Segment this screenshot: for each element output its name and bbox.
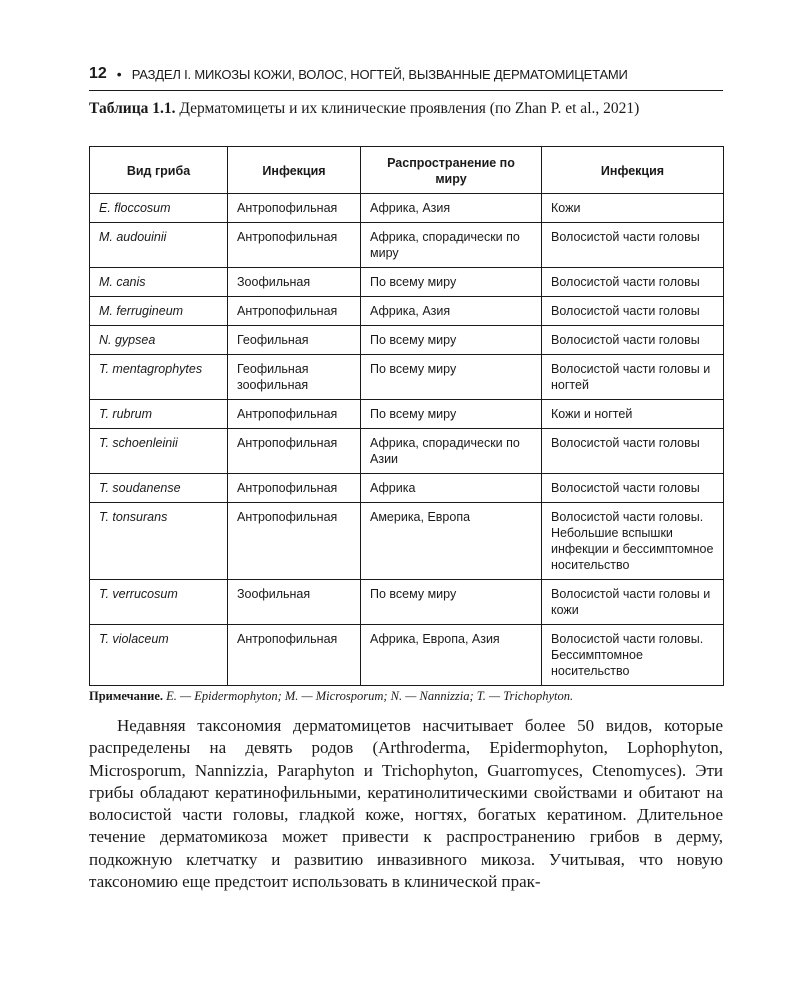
table-caption [89,99,723,119]
table-row [90,503,724,580]
distribution-cell: По всему миру [361,268,542,297]
table-note-label: Примечание. [89,689,164,703]
table-row [90,355,724,400]
infection-site-cell: Кожи и ногтей [542,400,724,429]
species-cell: M. ferrugineum [90,297,228,326]
infection-type-cell: Антропофильная [228,429,361,474]
table-header-row [90,147,724,194]
table-row [90,580,724,625]
infection-type-cell: Антропофильная [228,474,361,503]
species-cell: M. canis [90,268,228,297]
species-cell: T. schoenleinii [90,429,228,474]
distribution-cell: По всему миру [361,355,542,400]
species-cell: T. verrucosum [90,580,228,625]
infection-site-cell: Кожи [542,194,724,223]
species-cell: T. tonsurans [90,503,228,580]
infection-site-cell: Волосистой части головы [542,429,724,474]
infection-type-cell: Антропофильная [228,297,361,326]
infection-type-cell: Антропофильная [228,625,361,686]
header-bullet: • [116,66,122,82]
table-row [90,400,724,429]
species-cell: E. floccosum [90,194,228,223]
distribution-cell: Америка, Европа [361,503,542,580]
table-caption-label: Таблица 1.1. [89,100,176,117]
distribution-cell: Африка, спорадически по Азии [361,429,542,474]
column-header-infection-type: Инфекция [228,147,361,194]
infection-site-cell: Волосистой части головы [542,268,724,297]
infection-site-cell: Волосистой части головы. Бессимптомное носительство [542,625,724,686]
species-cell: N. gypsea [90,326,228,355]
column-header-distribution: Распространение по миру [361,147,542,194]
infection-site-cell: Волосистой части головы [542,326,724,355]
infection-site-cell: Волосистой части головы [542,297,724,326]
table-row [90,429,724,474]
running-header [89,62,723,86]
infection-type-cell: Зоофильная [228,268,361,297]
dermatophytes-table [89,146,724,686]
infection-site-cell: Волосистой части головы. Небольшие вспышки инфекции и бессимптомное носительство [542,503,724,580]
table-row [90,194,724,223]
infection-site-cell: Волосистой части головы [542,223,724,268]
table-note [89,689,723,704]
infection-type-cell: Геофильная зоофильная [228,355,361,400]
distribution-cell: Африка [361,474,542,503]
table-row [90,474,724,503]
section-title: РАЗДЕЛ I. МИКОЗЫ КОЖИ, ВОЛОС, НОГТЕЙ, ВЫЗВАННЫЕ ДЕРМАТОМИЦЕТАМИ [131,66,628,82]
infection-type-cell: Геофильная [228,326,361,355]
species-cell: M. audouinii [90,223,228,268]
header-rule [89,90,723,91]
infection-site-cell: Волосистой части головы и кожи [542,580,724,625]
distribution-cell: По всему миру [361,580,542,625]
species-cell: T. mentagrophytes [90,355,228,400]
distribution-cell: По всему миру [361,326,542,355]
species-cell: T. violaceum [90,625,228,686]
page-number: 12 [89,65,107,82]
distribution-cell: Африка, спорадически по миру [361,223,542,268]
distribution-cell: Африка, Азия [361,297,542,326]
body-paragraph: Недавняя таксономия дерматомицетов насчитывает более 50 видов, которые распределены на девять родов (Arthroderma, Epidermophyton, Lophophyton, Microsporum, Nannizzia, Paraphyton и Trichophyton, Guarromyces, Ctenomyces). Эти грибы обладают кератинофильными, кератинолитическими свойствами и обитают на волосистой части головы, гладкой коже, ногтях, богатых кератином. Длительное течение дерматомикоза может привести к распространению грибов в дерму, подкожную клетчатку и развитию инвазивного микоза. Учитывая, что новую таксономию еще предстоит использовать в клинической прак- [89,716,723,892]
infection-type-cell: Антропофильная [228,503,361,580]
infection-site-cell: Волосистой части головы [542,474,724,503]
table-row [90,223,724,268]
infection-site-cell: Волосистой части головы и ногтей [542,355,724,400]
infection-type-cell: Антропофильная [228,223,361,268]
table-note-text: E. — Epidermophyton; M. — Microsporum; N. — Nannizzia; T. — Trichophyton. [163,689,574,703]
table-row [90,268,724,297]
table-row [90,625,724,686]
column-header-species: Вид гриба [90,147,228,194]
infection-type-cell: Антропофильная [228,194,361,223]
distribution-cell: Африка, Азия [361,194,542,223]
distribution-cell: По всему миру [361,400,542,429]
species-cell: T. rubrum [90,400,228,429]
table-row [90,297,724,326]
column-header-infection-site: Инфекция [542,147,724,194]
table-caption-text: Дерматомицеты и их клинические проявления (по Zhan P. et al., 2021) [175,100,640,117]
species-cell: T. soudanense [90,474,228,503]
infection-type-cell: Зоофильная [228,580,361,625]
table-row [90,326,724,355]
distribution-cell: Африка, Европа, Азия [361,625,542,686]
infection-type-cell: Антропофильная [228,400,361,429]
